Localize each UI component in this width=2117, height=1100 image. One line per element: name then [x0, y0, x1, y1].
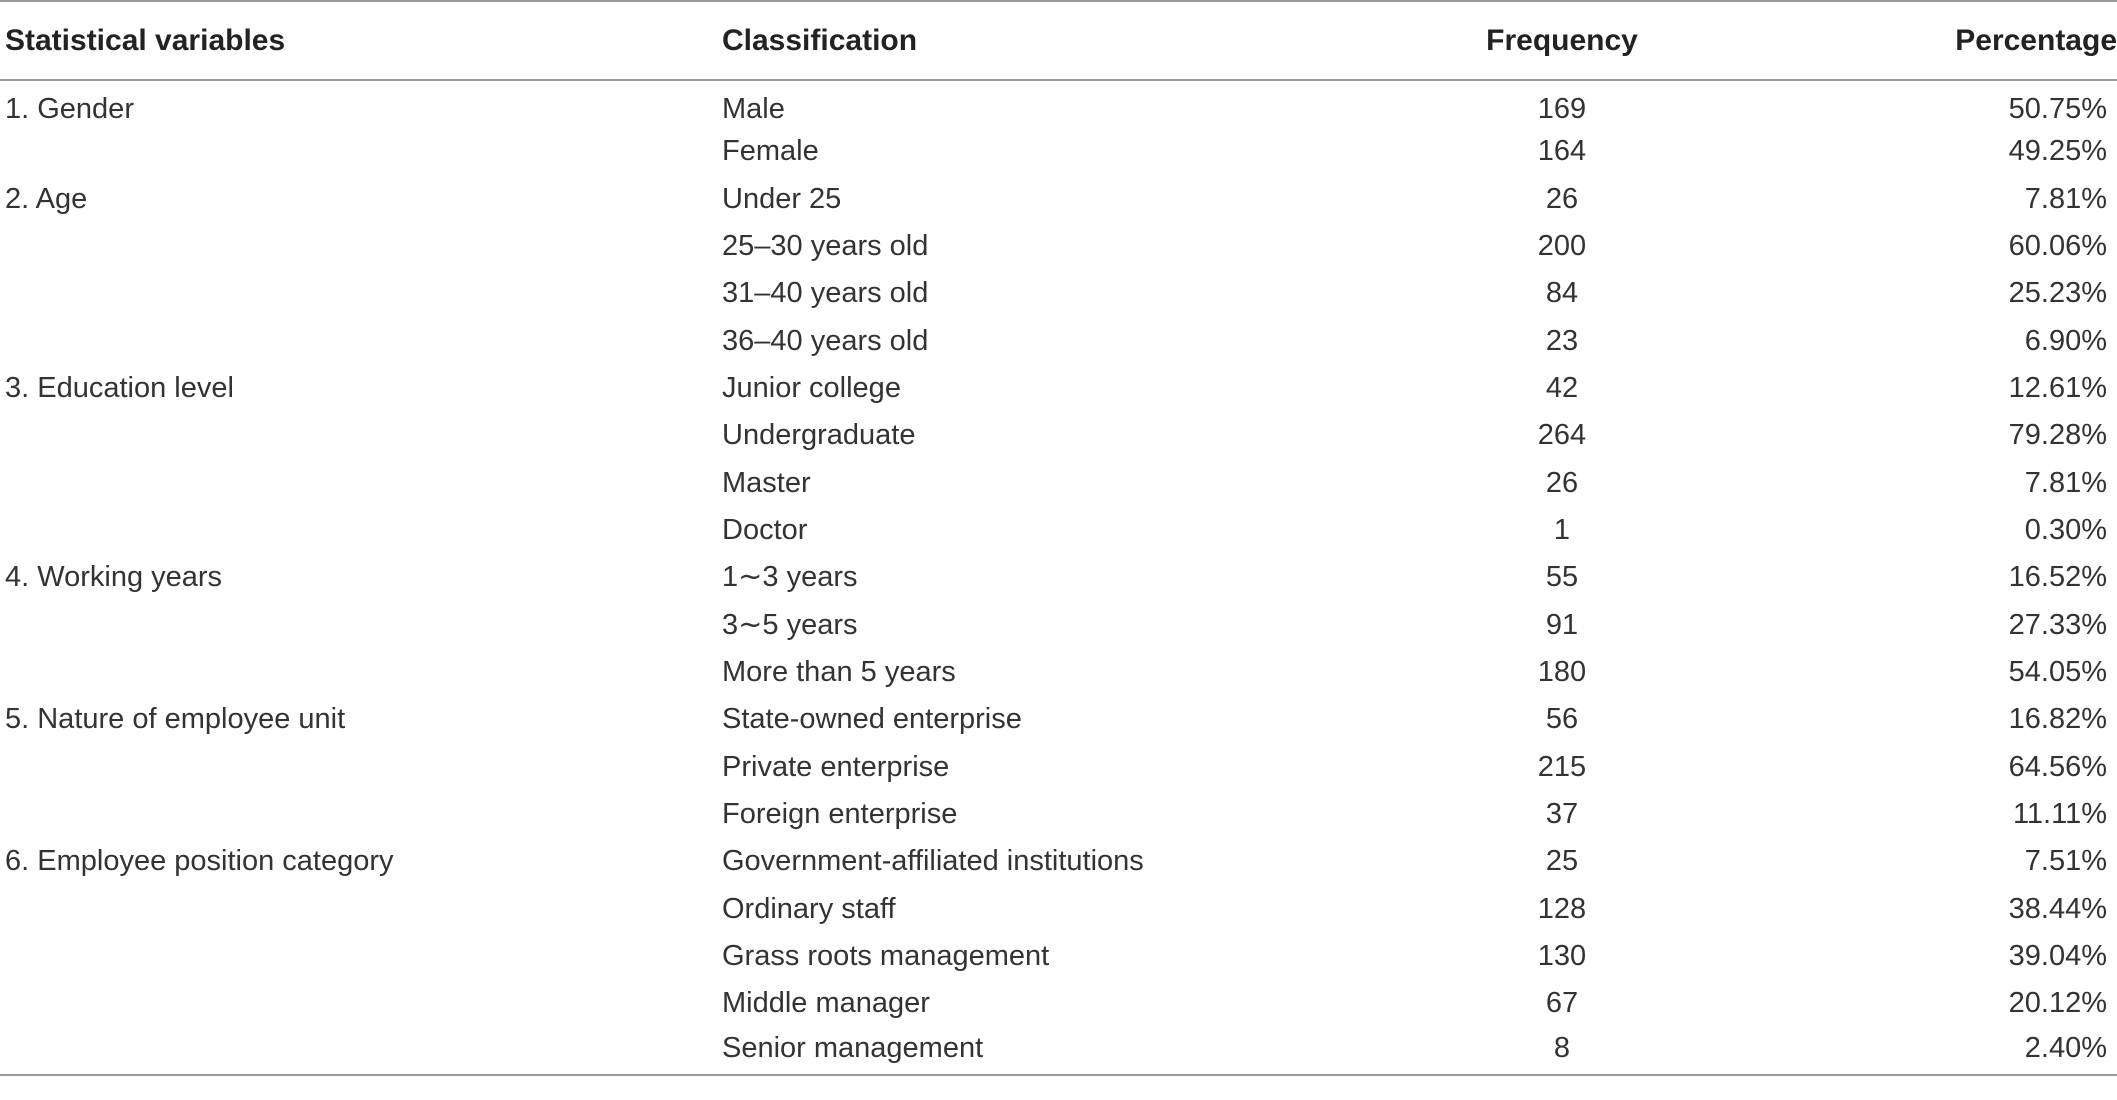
frequency-cell: 37	[1545, 797, 1579, 830]
frequency-cell: 55	[1545, 561, 1579, 594]
variable-cell: 4. Working years	[5, 561, 223, 594]
percentage-cell: 7.81%	[2024, 182, 2107, 215]
classification-cell: Private enterprise	[722, 750, 950, 783]
header-percentage: Percentage	[1780, 1, 2117, 80]
table-row	[0, 601, 2117, 648]
table-row	[0, 933, 2117, 980]
table-row	[0, 696, 2117, 743]
frequency-cell: 67	[1545, 987, 1579, 1020]
classification-cell: Female	[722, 135, 819, 168]
percentage-cell: 49.25%	[2008, 135, 2107, 168]
variable-cell: 3. Education level	[5, 371, 234, 404]
header-frequency: Frequency	[1344, 1, 1780, 80]
classification-cell: Junior college	[722, 371, 901, 404]
frequency-cell: 164	[1537, 135, 1587, 168]
percentage-cell: 16.52%	[2008, 561, 2107, 594]
classification-cell: More than 5 years	[722, 655, 956, 688]
percentage-cell: 0.30%	[2024, 513, 2107, 546]
classification-cell: Senior management	[721, 1028, 1344, 1075]
frequency-cell: 56	[1545, 703, 1579, 736]
variable-cell	[0, 980, 721, 1027]
frequency-cell: 130	[1537, 940, 1587, 973]
percentage-cell: 6.90%	[2024, 324, 2107, 357]
variable-cell	[0, 649, 721, 696]
classification-cell: State-owned enterprise	[722, 703, 1022, 736]
variable-cell: 6. Employee position category	[5, 845, 394, 878]
classification-cell: Middle manager	[722, 987, 930, 1020]
classification-cell: 36–40 years old	[722, 324, 929, 357]
frequency-cell: 42	[1545, 371, 1579, 404]
classification-cell: Doctor	[722, 513, 808, 546]
percentage-cell: 16.82%	[2008, 703, 2107, 736]
variable-cell	[0, 412, 721, 459]
percentage-cell: 50.75%	[2008, 93, 2107, 125]
frequency-cell: 91	[1545, 608, 1579, 641]
classification-cell: Government-affiliated institutions	[722, 845, 1144, 878]
classification-cell: Foreign enterprise	[722, 797, 958, 830]
classification-cell: 31–40 years old	[722, 277, 929, 310]
percentage-cell: 54.05%	[2008, 655, 2107, 688]
variable-cell	[0, 223, 721, 270]
frequency-cell: 264	[1537, 419, 1587, 452]
frequency-cell: 26	[1545, 182, 1579, 215]
classification-cell: Undergraduate	[722, 419, 916, 452]
classification-cell: 3∼5 years	[722, 608, 858, 641]
classification-cell: 25–30 years old	[722, 229, 929, 262]
header-statistical-variables: Statistical variables	[0, 1, 721, 80]
percentage-cell: 60.06%	[2008, 229, 2107, 262]
table-row	[0, 175, 2117, 222]
variable-cell	[0, 601, 721, 648]
percentage-cell: 7.81%	[2024, 466, 2107, 499]
variable-cell	[0, 886, 721, 933]
frequency-cell: 84	[1545, 277, 1579, 310]
frequency-cell: 8	[1344, 1028, 1780, 1075]
table-row	[0, 791, 2117, 838]
percentage-cell: 39.04%	[2008, 940, 2107, 973]
variable-cell	[0, 128, 721, 175]
table-row	[0, 649, 2117, 696]
frequency-cell: 215	[1537, 750, 1587, 783]
percentage-cell: 25.23%	[2008, 277, 2107, 310]
table-row	[0, 1028, 2117, 1075]
variable-cell: 2. Age	[5, 182, 88, 215]
percentage-cell: 27.33%	[2008, 608, 2107, 641]
table-row	[0, 80, 2117, 128]
classification-cell: Ordinary staff	[722, 892, 896, 925]
frequency-cell: 128	[1537, 892, 1587, 925]
classification-cell: Under 25	[722, 182, 842, 215]
percentage-cell: 38.44%	[2008, 892, 2107, 925]
percentage-cell: 20.12%	[2008, 987, 2107, 1020]
frequency-cell: 25	[1545, 845, 1579, 878]
table-row	[0, 507, 2117, 554]
table-row	[0, 128, 2117, 175]
table-row	[0, 886, 2117, 933]
variable-cell	[0, 933, 721, 980]
variable-cell	[0, 743, 721, 790]
variable-cell	[0, 270, 721, 317]
variable-cell	[0, 459, 721, 506]
table-row	[0, 554, 2117, 601]
variable-cell	[0, 791, 721, 838]
table-row	[0, 459, 2117, 506]
table-row	[0, 223, 2117, 270]
frequency-cell: 200	[1537, 229, 1587, 262]
table-row	[0, 412, 2117, 459]
table-row	[0, 270, 2117, 317]
frequency-cell: 1	[1553, 513, 1571, 546]
variable-cell: 5. Nature of employee unit	[5, 703, 346, 736]
table-row	[0, 838, 2117, 885]
percentage-cell: 12.61%	[2008, 371, 2107, 404]
header-row	[0, 1, 2117, 80]
variable-cell	[0, 317, 721, 364]
frequency-cell: 26	[1545, 466, 1579, 499]
table-body	[0, 80, 2117, 1075]
percentage-cell: 64.56%	[2008, 750, 2107, 783]
table-row	[0, 743, 2117, 790]
table-row	[0, 980, 2117, 1027]
variable-cell	[0, 1028, 721, 1075]
table-row	[0, 317, 2117, 364]
variable-cell: 1. Gender	[5, 93, 134, 125]
percentage-cell: 79.28%	[2008, 419, 2107, 452]
table-row	[0, 365, 2117, 412]
header-classification: Classification	[721, 1, 1344, 80]
percentage-cell: 7.51%	[2024, 845, 2107, 878]
percentage-cell: 11.11%	[2012, 797, 2107, 830]
frequency-cell: 180	[1537, 655, 1587, 688]
classification-cell: Male	[722, 93, 785, 125]
frequency-cell: 23	[1545, 324, 1579, 357]
variable-cell	[0, 507, 721, 554]
classification-cell: 1∼3 years	[722, 561, 858, 594]
classification-cell: Master	[722, 466, 811, 499]
percentage-cell: 2.40%	[1780, 1028, 2117, 1075]
frequency-cell: 169	[1537, 93, 1587, 125]
classification-cell: Grass roots management	[722, 940, 1050, 973]
table-header	[0, 1, 2117, 80]
